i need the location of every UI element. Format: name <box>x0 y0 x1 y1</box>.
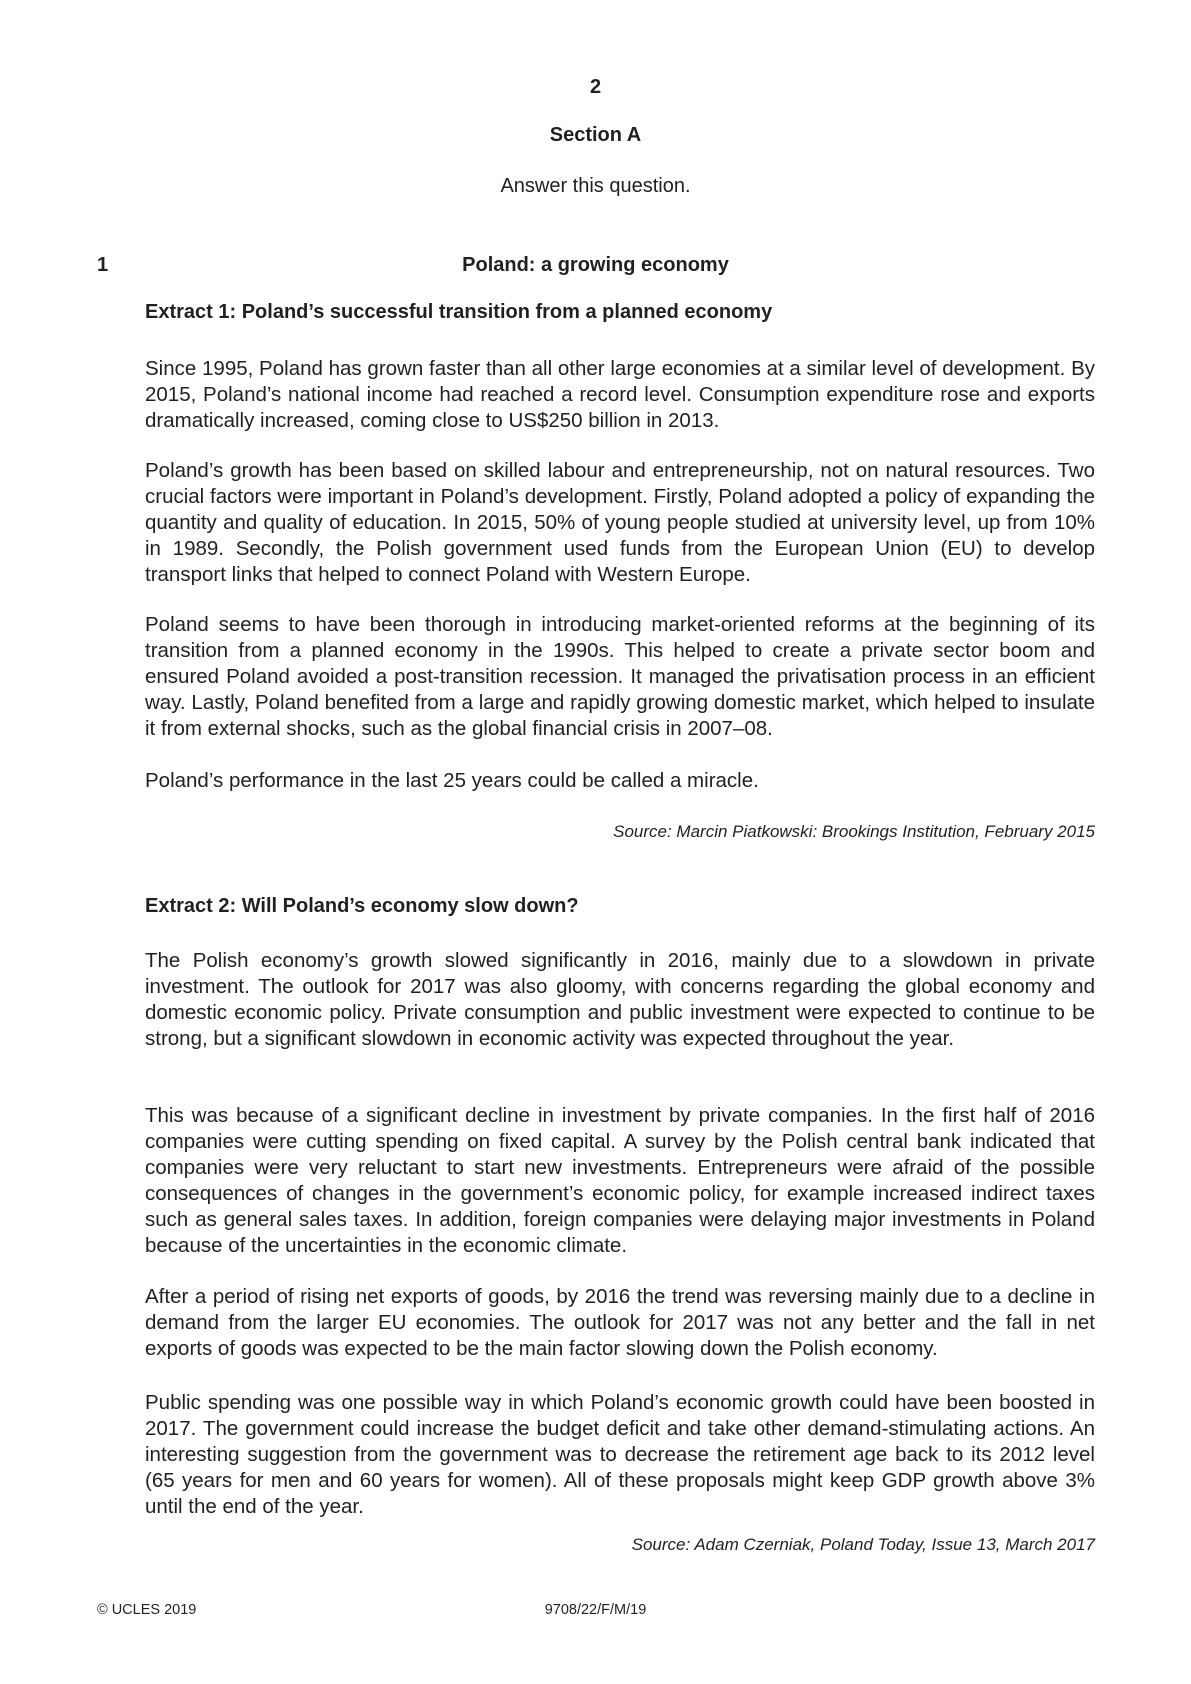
extract-2-paragraph-1-block <box>145 948 1095 1052</box>
footer-paper-code: 9708/22/F/M/19 <box>544 1602 647 1618</box>
extract-1-source-block <box>145 822 1095 842</box>
extract-2-paragraph: Public spending was one possible way in which Poland’s economic growth could have been boosted in 2017. The government could increase the budget deficit and take other demand-stimulating actions. An interesting suggestion from the government was to decrease the retirement age back to its 2012 level (65 years for men and 60 years for women). All of these proposals might keep GDP growth above 3% until the end of the year. <box>145 1391 1095 1518</box>
question-title: Poland: a growing economy <box>462 254 729 276</box>
extract-2-source: Source: Adam Czerniak, Poland Today, Issue 13, March 2017 <box>631 1535 1095 1554</box>
extract-2-paragraph-2-block <box>145 1103 1095 1259</box>
extract-1-paragraph: Poland’s performance in the last 25 years could be called a miracle. <box>145 769 759 792</box>
extract-1-paragraph-3-block <box>145 612 1095 742</box>
extract-2-paragraph: This was because of a significant decline in investment by private companies. In the first half of 2016 companies were cutting spending on fixed capital. A survey by the Polish central bank indicated that companies were very reluctant to start new investments. Entrepreneurs were afraid of the possible consequences of changes in the government’s economic policy, for example increased indirect taxes such as general sales taxes. In addition, foreign companies were delaying major investments in Poland because of the uncertainties in the economic climate. <box>145 1104 1095 1257</box>
extract-2-paragraph: The Polish economy’s growth slowed significantly in 2016, mainly due to a slowdown in private investment. The outlook for 2017 was also gloomy, with concerns regarding the global economy and domestic economic policy. Private consumption and public investment were expected to continue to be strong, but a significant slowdown in economic activity was expected throughout the year. <box>145 949 1095 1050</box>
extract-1-paragraph-4-block <box>145 768 1095 794</box>
extract-2-paragraph-3-block <box>145 1284 1095 1362</box>
extract-1-paragraph: Poland seems to have been thorough in introducing market-oriented reforms at the beginning of its transition from a planned economy in the 1990s. This helped to create a private sector boom and ensured Poland avoided a post-transition recession. It managed the privatisation process in an efficient way. Lastly, Poland benefited from a large and rapidly growing domestic market, which helped to insulate it from external shocks, such as the global financial crisis in 2007–08. <box>145 613 1095 740</box>
extract-2-paragraph-4-block <box>145 1390 1095 1520</box>
extract-2-heading: Extract 2: Will Poland’s economy slow down? <box>145 895 579 917</box>
page-number: 2 <box>589 76 602 98</box>
extract-1-paragraph: Poland’s growth has been based on skilled labour and entrepreneurship, not on natural resources. Two crucial factors were important in Poland’s development. Firstly, Poland adopted a policy of expanding the quantity and quality of education. In 2015, 50% of young people studied at university level, up from 10% in 1989. Secondly, the Polish government used funds from the European Union (EU) to develop transport links that helped to connect Poland with Western Europe. <box>145 459 1095 586</box>
extract-2-paragraph: After a period of rising net exports of goods, by 2016 the trend was reversing mainly due to a decline in demand from the larger EU economies. The outlook for 2017 was not any better and the fall in net exports of goods was expected to be the main factor slowing down the Polish economy. <box>145 1285 1095 1360</box>
extract-1-paragraph-1-block <box>145 356 1095 434</box>
extract-1-source: Source: Marcin Piatkowski: Brookings Institution, February 2015 <box>613 822 1095 841</box>
extract-2 <box>145 895 1095 918</box>
extract-1-heading: Extract 1: Poland’s successful transition from a planned economy <box>145 301 773 323</box>
section-title: Section A <box>549 124 642 146</box>
extract-1-paragraph: Since 1995, Poland has grown faster than all other large economies at a similar level of development. By 2015, Poland’s national income had reached a record level. Consumption expenditure rose and exports dramatically increased, coming close to US$250 billion in 2013. <box>145 357 1095 432</box>
footer-copyright: © UCLES 2019 <box>97 1602 197 1618</box>
extract-1 <box>145 301 1095 324</box>
extract-1-paragraph-2-block <box>145 458 1095 588</box>
section-instruction: Answer this question. <box>500 175 691 197</box>
question-number: 1 <box>97 254 109 276</box>
extract-2-source-block <box>145 1535 1095 1555</box>
